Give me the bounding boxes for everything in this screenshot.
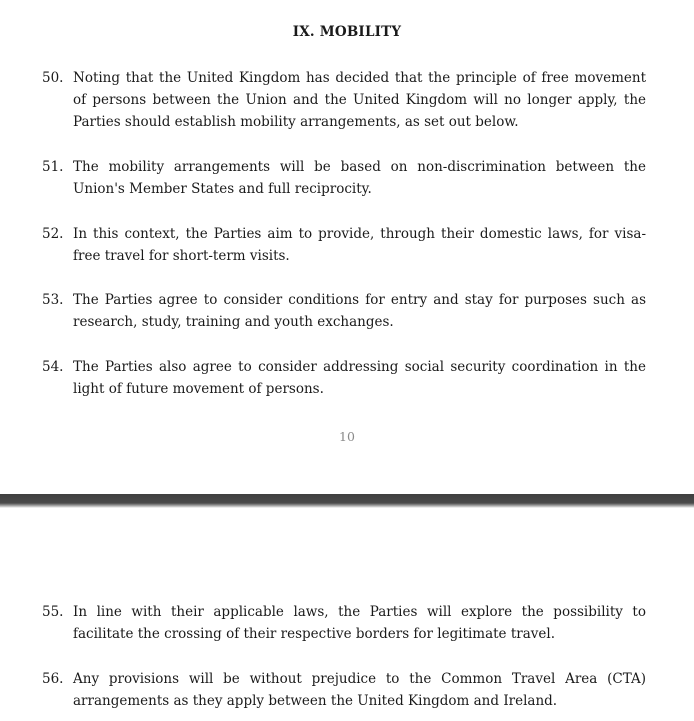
paragraph-56 — [42, 668, 646, 712]
paragraph-number: 55. — [42, 604, 64, 620]
paragraph-text: In line with their applicable laws, the Parties will explore the possibility to facilitate the crossing of their respective borders for legitimate travel. — [73, 604, 646, 642]
paragraph-text: The Parties also agree to consider addressing social security coordination in the light of future movement of persons. — [73, 359, 646, 397]
paragraph-text: In this context, the Parties aim to provide, through their domestic laws, for visa-free travel for short-term visits. — [73, 226, 646, 264]
page-break-divider — [0, 494, 694, 508]
paragraph-text: Any provisions will be without prejudice to the Common Travel Area (CTA) arrangements as they apply between the United Kingdom and Ireland. — [73, 671, 646, 709]
page-number: 10 — [339, 429, 355, 444]
paragraph-51 — [42, 156, 646, 200]
paragraph-55 — [42, 601, 646, 645]
paragraph-53 — [42, 289, 646, 333]
paragraph-text: The Parties agree to consider conditions for entry and stay for purposes such as research, study, training and youth exchanges. — [73, 292, 646, 330]
paragraph-50 — [42, 67, 646, 133]
paragraph-text: The mobility arrangements will be based on non-discrimination between the Union's Member States and full reciprocity. — [73, 159, 646, 197]
paragraph-54 — [42, 356, 646, 400]
paragraph-52 — [42, 223, 646, 267]
paragraph-number: 56. — [42, 671, 64, 687]
section-heading: IX. MOBILITY — [292, 24, 402, 40]
paragraph-number: 53. — [42, 292, 64, 308]
paragraph-number: 50. — [42, 70, 64, 86]
paragraph-number: 54. — [42, 359, 64, 375]
paragraph-text: Noting that the United Kingdom has decided that the principle of free movement of persons between the Union and the United Kingdom will no longer apply, the Parties should establish mobility arrangements, as set out below. — [73, 70, 646, 130]
paragraph-number: 52. — [42, 226, 64, 242]
document-page-11 — [0, 508, 694, 721]
paragraph-number: 51. — [42, 159, 64, 175]
